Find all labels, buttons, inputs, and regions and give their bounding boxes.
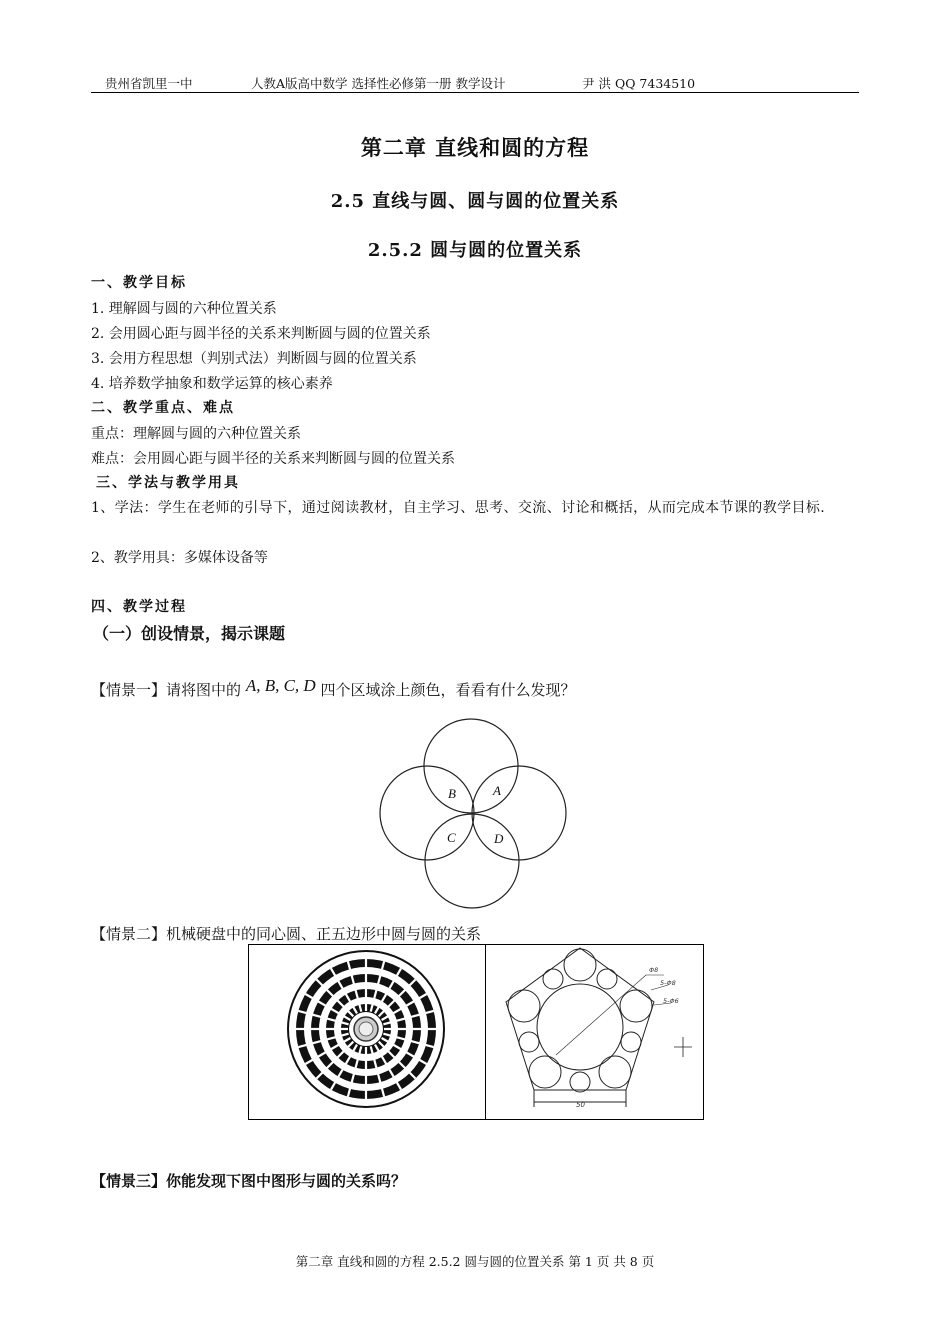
subsection-title: 2.5.2 圆与圆的位置关系 bbox=[367, 240, 583, 261]
goal-item-1: 1. 理解圆与圆的六种位置关系 bbox=[91, 301, 277, 317]
scene2-label: 【情景二】 bbox=[91, 925, 167, 943]
difficult-point: 难点：会用圆心距与圆半径的关系来判断圆与圆的位置关系 bbox=[91, 451, 455, 467]
methods-item-1: 1、学法：学生在老师的引导下，通过阅读教材，自主学习、思考、交流、讨论和概括，从而完成本节课的教学目标. bbox=[91, 500, 826, 516]
scene2-line bbox=[91, 924, 481, 944]
region-label-d: D bbox=[494, 831, 504, 846]
page-footer: 第二章 直线和圆的方程 2.5.2 圆与圆的位置关系 第 1 页 共 8 页 bbox=[295, 1254, 655, 1269]
section-title: 2.5 直线与圆、圆与圆的位置关系 bbox=[330, 191, 620, 212]
scene3-line bbox=[91, 1171, 406, 1191]
goals-heading: 一、教学目标 bbox=[91, 275, 187, 291]
scene1-math: A, B, C, D bbox=[245, 676, 316, 695]
header-school: 贵州省凯里一中 bbox=[105, 76, 193, 91]
region-label-b: B bbox=[448, 786, 456, 801]
scene1-label: 【情景一】 bbox=[91, 681, 167, 699]
pentagon-circles-image bbox=[486, 945, 701, 1117]
header-book: 人教A版高中数学 选择性必修第一册 教学设计 bbox=[251, 76, 506, 91]
region-label-c: C bbox=[447, 830, 456, 845]
scene1-after: 四个区域涂上颜色，看看有什么发现？ bbox=[320, 681, 576, 699]
process-heading: 四、教学过程 bbox=[91, 599, 187, 615]
goal-item-2: 2. 会用圆心距与圆半径的关系来判断圆与圆的位置关系 bbox=[91, 326, 431, 342]
dim-label-2: 5-Φ8 bbox=[660, 979, 676, 987]
hard-disk-image bbox=[249, 945, 485, 1117]
chapter-title: 第二章 直线和圆的方程 bbox=[360, 135, 590, 160]
goal-item-4: 4. 培养数学抽象和数学运算的核心素养 bbox=[91, 376, 333, 392]
scene2-text: 机械硬盘中的同心圆、正五边形中圆与圆的关系 bbox=[166, 925, 482, 943]
key-point: 重点：理解圆与圆的六种位置关系 bbox=[91, 426, 301, 442]
pentagon bbox=[506, 948, 654, 1090]
scene3-text: 你能发现下图中图形与圆的关系吗？ bbox=[166, 1172, 407, 1190]
dim-label-1: Φ8 bbox=[649, 966, 659, 974]
circle-right bbox=[472, 766, 566, 860]
scene1-before: 请将图中的 bbox=[166, 681, 242, 699]
circle-top bbox=[424, 719, 518, 813]
process-part1: （一）创设情景，揭示课题 bbox=[93, 624, 286, 643]
page-header bbox=[91, 72, 859, 93]
goal-item-3: 3. 会用方程思想（判别式法）判断圆与圆的位置关系 bbox=[91, 351, 417, 367]
methods-heading: 三、学法与教学用具 bbox=[96, 475, 240, 491]
methods-item-2: 2、教学用具：多媒体设备等 bbox=[91, 550, 268, 566]
dim-bottom: 50 bbox=[576, 1101, 585, 1109]
header-author: 尹 洪 QQ 7434510 bbox=[582, 76, 696, 91]
four-circles-figure bbox=[370, 712, 580, 912]
dim-label-3: 5-Φ6 bbox=[663, 997, 679, 1005]
keypoints-heading: 二、教学重点、难点 bbox=[91, 400, 235, 416]
region-label-a: A bbox=[493, 783, 501, 798]
scene1-line bbox=[91, 676, 576, 700]
scene3-label: 【情景三】 bbox=[91, 1172, 167, 1190]
